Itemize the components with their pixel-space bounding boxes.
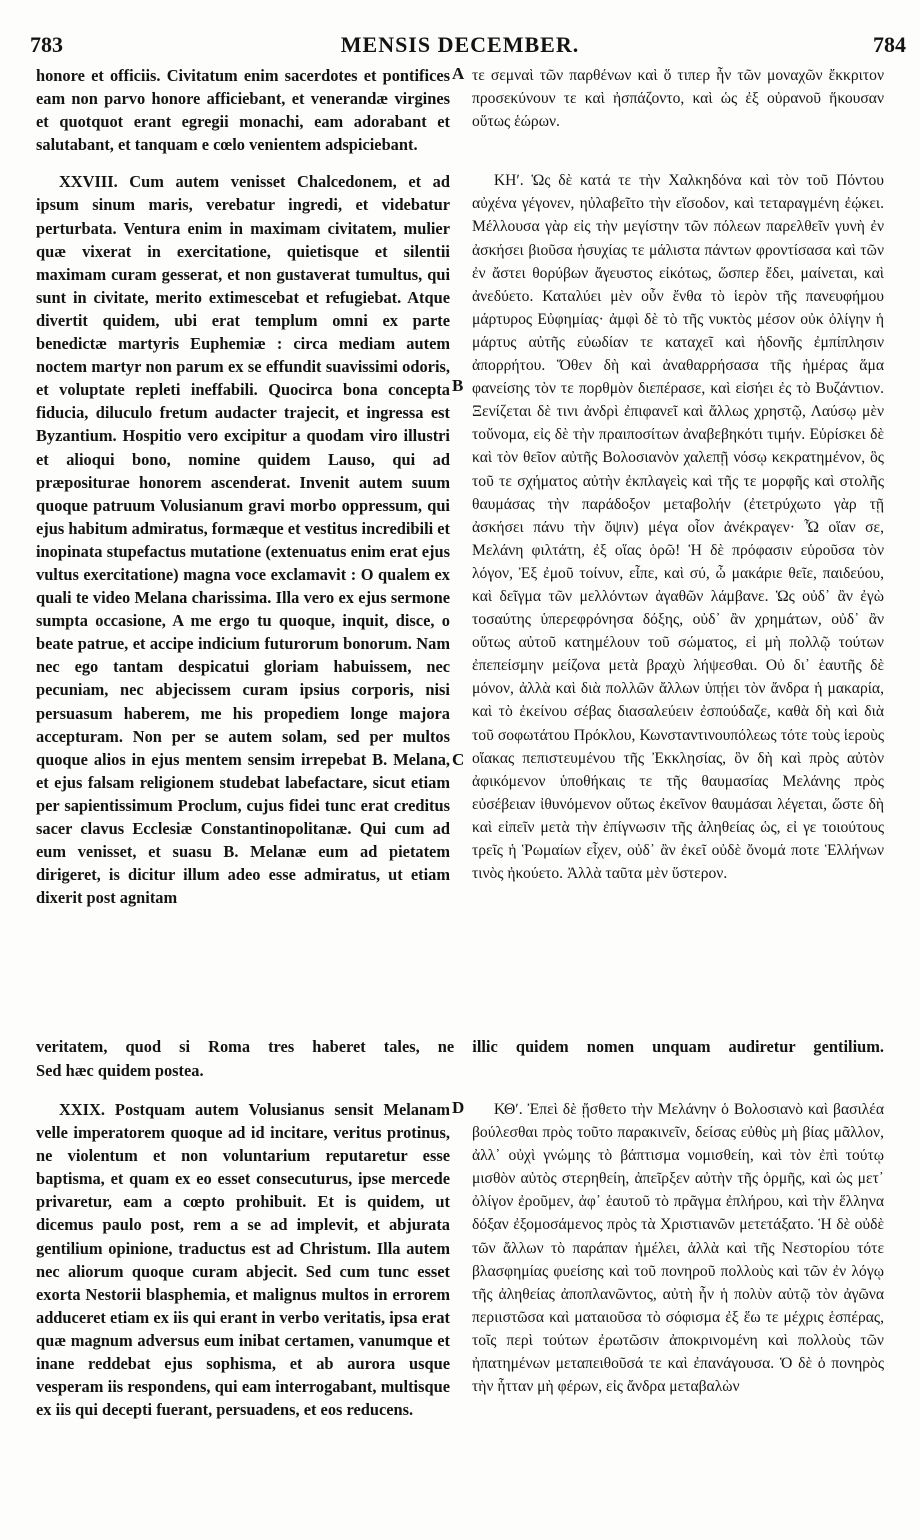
greek-column-lower [472,1098,884,1398]
latin-chapter-xxix: XXIX. Postquam autem Volusianus sensit Melanam velle imperatorem quoque ad id incitare, veritus protinus, ne violentum et non voluntarium reputaretur esse baptisma, et quam ex eo esset consecuturus, ipse mercede privaretur, eam a cœpto prohibuit. Et is quidem, ut dicemus paulo post, rem a se ad implevit, et abjurata gentilium opinione, traductus est ad Christum. Illa autem nec aliorum quoque curam abjecit. Sed cum tunc esset exorta Nestorii blasphemia, et malignus multos in errorem adduceret etiam ex iis qui erant in verbo veritatis, ipsa erat quæ magnum adversus eum inibat certamen, vanumque et inane reddebat ejus sophisma, et ab aurora usque vesperam iis respondens, qui eam interrogabant, multisque ex iis qui decepti fuerant, persuadens, et eos reducens. [36,1100,450,1420]
running-header [0,8,920,57]
page-number-left: 783 [30,32,63,57]
latin-paragraph: honore et officiis. Civitatum enim sacerdotes et pontifices eam non parvo honore afficiebant, et venerandæ virgines et quotquot erant egregii monachi, eam adorabant et salutabant, et tanquam e cœlo venientem adspiciebant. [36,66,450,155]
latin-column [36,64,450,909]
latin-column-lower [36,1098,450,1421]
spanning-line: veritatem, quod si Roma tres haberet tales, ne illic quidem nomen unquam audiretur gentilium. [36,1037,884,1056]
margin-marker-a: A [452,64,465,83]
page-number-right: 784 [873,32,906,57]
margin-marker-b: B [452,376,464,395]
margin-marker-d: D [452,1098,465,1117]
greek-paragraph: τε σεμναὶ τῶν παρθένων καὶ ὅ τιπερ ἦν τῶν μοναχῶν ἔκκριτον προσεκύνουν τε καὶ ἠσπάζοντο, καὶ ὡς ἐξ οὐρανοῦ ἥκουσαν οὕτως ἑώρων. [472,67,884,131]
margin-marker-c: C [452,750,465,769]
latin-chapter-xxviii: XXVIII. Cum autem venisset Chalcedonem, et ad ipsum sinum maris, verebatur ingredi, et videbatur perturbata. Ventura enim in maximam civitatem, mulier quæ vixerat in exercitatione, quietisque et silentii maximam curam gesserat, et non gustaverat tumultus, qui sunt in civitate, merito extimescebat et refugiebat. Atque divertit quidem, ubi erat templum omni ex parte benedictæ martyris Euphemiæ : circa mediam autem noctem martyr non parum ex se effundit suavissimi odoris, et voluptate repleti ineffabili. Quocirca bona concepta fiducia, diluculo fretum audacter trajecit, et ingressa est Byzantium. Hospitio vero excipitur a quodam viro illustri et alioqui bono, nomine quidem Lauso, qui ad præpositurae honorem ascenderat. Invenit autem suum quoque patruum Volusianum gravi morbo oppressum, qui ejus habitum admiratus, formæque et vestitus incredibili et inopinata stupefactus mutatione (extenuatus enim erat ejus vultus exercitatione) magna voce exclamavit : O qualem ex quali te video Melana charissima. Illa vero ex ejus sermone sumpta occasione, A me ergo tu quoque, inquit, disce, o beate patrue, et accipe indicium futurorum bonorum. Nam nec ego tantam despicatui gloriam habuissem, nec pecuniam, nec abjecissem curam ipsius corporis, nisi persuasum haberem, me his propediem longe majora accepturam. Non per se autem solam, sed per multos quoque alios in ejus mentem sensim irrepebat B. Melana, et ejus falsam religionem studebat labefactare, sicut etiam per sapientissimum Proclum, cujus fidei tunc erat creditus sacer clavus Ecclesiæ Constantinopolitanæ. Qui cum ad eum venisset, et suasu B. Melanæ eum ad pietatem dirigeret, is dicitur illum adeo esse admiratus, ut etiam dixerit post agnitam [36,172,451,908]
greek-chapter-kh: ΚΗʹ. Ὡς δὲ κατά τε τὴν Χαλκηδόνα καὶ τὸν τοῦ Πόντου αὐχένα γέγονεν, ηὐλαβεῖτο τὴν εἴσοδον, καὶ τεταραγμένη ἐῴκει. Μέλλουσα γὰρ εἰς τὴν μεγίστην τῶν πόλεων παρελθεῖν γυνὴ ἐν ἀσκήσει βιοῦσα ἡσυχίας τε μάλιστα πάντων φροντίσασα καὶ τῶν ἐν ἄστει θορύβων ἄγευστος εἰκότως, ὥσπερ ἔδει, μαίνεται, καὶ ἀνεδύετο. Καταλύει μὲν οὖν ἔνθα τὸ ἱερὸν τῆς πανευφήμου μάρτυρος Εὐφημίας· ἀμφὶ δὲ τὸ τῆς νυκτὸς μέσον οὐκ ὀλίγην ἡ μάρτυς αὐτῆς εὐωδίαν τε καταχεῖ καὶ ἡδονῆς ἐμπίπλησιν ἀπορρήτου. Ὅθεν δὴ καὶ ἀναθαρρήσασα τῆς ἡμέρας ἅμα φανείσης τὸν τε πορθμὸν διεπέρασε, καὶ εἰσήει ἐς τὸ Βυζάντιον. Ξενίζεται δὲ τινι ἀνδρὶ ἐπιφανεῖ καὶ ἄλλως χρηστῷ, Λαύσῳ μὲν τοὔνομα, εἰς δὲ τὴν πραιποσίτων ἀναβεβηκότι τιμήν. Εὑρίσκει δὲ καὶ τὸν θεῖον αὐτῆς Βολοσιανὸν χαλεπῇ νόσῳ κεκρατημένον, ὃς τοῦ τε σχήματος αὐτὴν ἐκπλαγεὶς καὶ τῆς τε μορφῆς καὶ στολῆς θαυμάσας τὴν παράδοξον μεταβολήν (ἐτετρύχωτο γὰρ τῇ ἀσκήσει πάνυ τὴν ὄψιν) μέγα οἷον ἀνέκραγεν· Ὦ οἵαν σε, Μελάνη φιλτάτη, ἐξ οἵας ὁρῶ! Ἡ δὲ πρόφασιν εὑροῦσα τὸν λόγον, Ἐξ ἐμοῦ τοίνυν, εἶπε, καὶ σύ, ὦ μακάριε θεῖε, παιδεύου, καὶ δεῖγμα τῶν μελλόντων ἀγαθῶν λάμβανε. Ὡς οὐδ᾽ ἂν ἐγὼ τοσαύτης ὑπερεφρόνησα δόξης, οὐδ᾽ ἂν χρημάτων, οὐδ᾽ ἂν οὕτως αὐτοῦ κατημέλουν τοῦ σώματος, εἰ μὴ πολλῷ τούτων ἐπεπείσμην μείζονα μετὰ βραχὺ λήψεσθαι. Οὐ δι᾽ ἑαυτῆς δὲ μόνον, ἀλλὰ καὶ διὰ πολλῶν ἄλλων ὑπῄει τὸν ἄνδρα ἡ μακαρία, καὶ τὸ ἐκείνου σέβας διασαλεύειν ἐσπούδαζε, καθὰ δὴ καὶ διὰ τοῦ σοφωτάτου Πρόκλου, Κωνσταντινουπόλεως τότε τοὺς ἱεροὺς οἴακας πεπιστευμένου τῆς Ἐκκλησίας, ὃν δὴ καὶ πρὸς αὐτὸν ἀφικόμενον ὑποθήκαις τε τῆς θαυμασίας Μελάνης πρὸς εὐσέβειαν ἰθυνόμενον οὕτως ἐκεῖνον θαυμάσαι λέγεται, ὥστε δὴ καὶ εἰπεῖν μετὰ τὴν ἐπίγνωσιν τῆς ἀληθείας ὡς, εἰ γε τοιούτους τρεῖς ἡ Ῥωμαίων εἶχεν, οὐδ᾽ ἂν ἐκεῖ οὐδὲ ὄνομά ποτε Ἑλλήνων τινὸς ἠκούετο. Ἀλλὰ ταῦτα μὲν ὕστερον. [472,172,884,883]
latin-closing-line: Sed hæc quidem postea. [36,1061,204,1080]
running-title: MENSIS DECEMBER. [340,32,580,57]
greek-column [472,64,884,885]
greek-chapter-kth: ΚΘʹ. Ἐπεὶ δὲ ᾔσθετο τὴν Μελάνην ὁ Βολοσιανὸ καὶ βασιλέα βούλεσθαι πρὸς τοῦτο παρακινεῖν, δείσας εὐθὺς μὴ βίας μᾶλλον, ἀλλ᾽ οὐχὶ γνώμης τὸ βάπτισμα νομισθείη, καὶ τὸν ἐπὶ τούτῳ μισθὸν αὐτὸς στερηθείη, ἀπεῖρξεν αὐτὴν τῆς ὁρμῆς, καὶ ὡς μετ᾽ ὀλίγον ἐροῦμεν, ἀφ᾽ ἑαυτοῦ τὸ πρᾶγμα ἐπλήρου, καὶ τὴν ἕλληνα δόξαν ἐξομοσάμενος πρὸς τὰ Χριστιανῶν μετετάξατο. Ἡ δὲ οὐδὲ τῶν ἄλλων τὸ παράπαν ἠμέλει, ἀλλὰ καὶ τῆς Νεστορίου τότε βλασφημίας φυείσης καὶ τοῦ πονηροῦ πολλοὺς καὶ τῶν ἐν λόγῳ τῆς ἀληθείας ἀποπλανῶντος, αὐτὴ ἦν ἡ πολὺν αὐτῷ τὸν ἀγῶνα περιιστῶσα καὶ ματαιοῦσα τὸ σόφισμα ἐξ ἕω τε μέχρις ἑσπέρας, τοῖς περὶ τούτων ἐρωτῶσιν ἀποκρινομένη καὶ πολλοὺς τῶν ἠπατημένων μεταπειθοῦσά τε καὶ ἐπανάγουσα. Ὁ δὲ ὁ πονηρὸς τὴν ἧτταν μὴ φέρων, εἰς ἄνδρα μεταβαλὼν [472,1101,884,1396]
